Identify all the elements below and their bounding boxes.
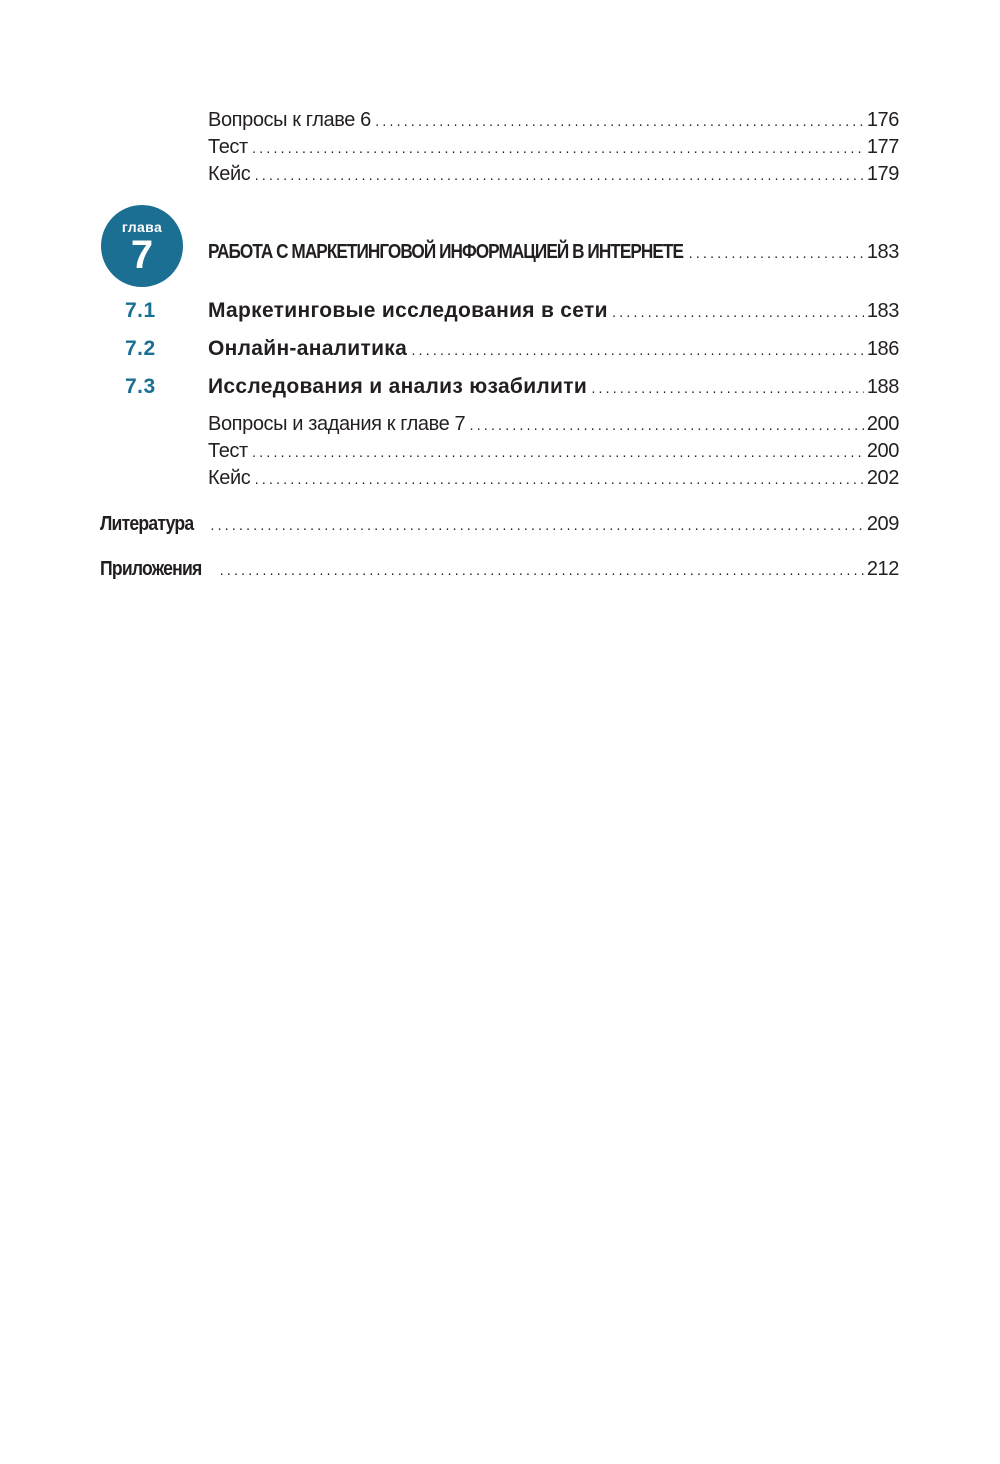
section-number: 7.3 <box>125 375 156 398</box>
section-title: Онлайн-аналитика <box>208 337 408 360</box>
dot-leader <box>209 514 864 540</box>
toc-page-number: 188 <box>866 376 899 398</box>
toc-entry-title: Кейс <box>208 467 251 489</box>
toc-page-number: 200 <box>866 413 899 435</box>
back-matter-title: Литература <box>100 513 194 535</box>
dot-leader <box>251 138 864 162</box>
dot-leader <box>253 469 863 493</box>
toc-page-number: 183 <box>866 241 899 263</box>
section-title: Маркетинговые исследования в сети <box>208 299 608 322</box>
dot-leader <box>468 415 864 439</box>
toc-page-number: 186 <box>866 338 899 360</box>
toc-entry-title: Кейс <box>208 163 251 185</box>
dot-leader <box>590 377 864 403</box>
toc-page-number: 212 <box>866 558 899 580</box>
toc-entry-title: Тест <box>208 440 248 462</box>
toc-entry-questions-ch7[interactable] <box>208 412 899 439</box>
toc-entry-case-ch6[interactable] <box>208 162 899 189</box>
toc-page-number: 200 <box>866 440 899 462</box>
toc-entry-literature[interactable] <box>100 511 899 540</box>
dot-leader <box>687 242 863 268</box>
section-number: 7.2 <box>125 337 156 360</box>
dot-leader <box>251 442 864 466</box>
toc-entry-title: Вопросы к главе 6 <box>208 109 371 131</box>
section-number: 7.1 <box>125 299 156 322</box>
section-title: Исследования и анализ юзабилити <box>208 375 588 398</box>
toc-entry-title: Вопросы и задания к главе 7 <box>208 413 466 435</box>
toc-chapter-heading[interactable] <box>208 239 899 268</box>
toc-section-7-1[interactable] <box>208 298 899 327</box>
chapter-badge <box>101 205 183 287</box>
dot-leader <box>253 165 863 189</box>
back-matter-title: Приложения <box>100 558 202 580</box>
toc-entry-appendices[interactable] <box>100 556 899 585</box>
dot-leader <box>410 339 864 365</box>
toc-section-7-3[interactable] <box>208 374 899 403</box>
toc-page-number: 183 <box>866 300 899 322</box>
toc-page-number: 209 <box>866 513 899 535</box>
chapter-title: РАБОТА С МАРКЕТИНГОВОЙ ИНФОРМАЦИЕЙ В ИНТЕРНЕТЕ <box>208 241 684 263</box>
dot-leader <box>374 111 864 135</box>
toc-section-7-2[interactable] <box>208 336 899 365</box>
toc-entry-test-ch7[interactable] <box>208 439 899 466</box>
dot-leader <box>611 301 864 327</box>
toc-page-number: 177 <box>866 136 899 158</box>
toc-entry-title: Тест <box>208 136 248 158</box>
dot-leader <box>218 559 863 585</box>
chapter-badge-word: глава <box>121 219 163 235</box>
chapter-badge-number: 7 <box>130 233 154 277</box>
toc-entry-test-ch6[interactable] <box>208 135 899 162</box>
toc-entry-questions-ch6[interactable] <box>208 108 899 135</box>
toc-page-number: 179 <box>866 163 899 185</box>
toc-page-number: 202 <box>866 467 899 489</box>
toc-entry-case-ch7[interactable] <box>208 466 899 493</box>
toc-page-number: 176 <box>866 109 899 131</box>
